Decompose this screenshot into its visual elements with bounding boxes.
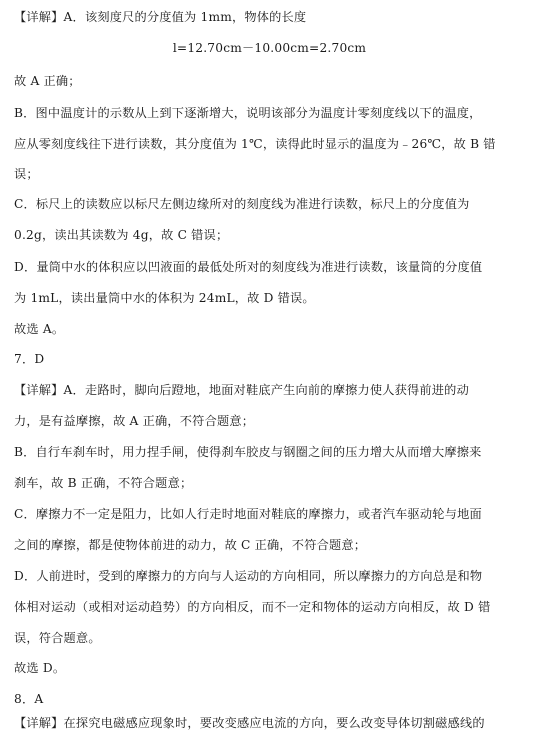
text-line-6: 误；: [14, 167, 39, 181]
question-number-8: 8．A: [14, 692, 44, 706]
text-line-3: 故 A 正确；: [14, 74, 81, 88]
text-line-20: 体相对运动（或相对运动趋势）的方向相反，而不一定和物体的运动方向相反，故 D 错: [14, 600, 491, 614]
text-line-13: 【详解】A．走路时，脚向后蹬地，地面对鞋底产生向前的摩擦力使人获得前进的动: [14, 383, 469, 397]
text-line-21: 误，符合题意。: [14, 631, 101, 645]
text-line-4: B．图中温度计的示数从上到下逐渐增大，说明该部分为温度计零刻度线以下的温度，: [14, 106, 482, 120]
formula-line: l=12.70cm－10.00cm=2.70cm: [172, 41, 367, 55]
text-line-19: D．人前进时，受到的摩擦力的方向与人运动的方向相同，所以摩擦力的方向总是和物: [14, 569, 483, 583]
question-number-7: 7．D: [14, 352, 45, 366]
text-line-24: 【详解】在探究电磁感应现象时，要改变感应电流的方向，要么改变导体切割磁感线的: [14, 716, 485, 730]
text-line-5: 应从零刻度线往下进行读数，其分度值为 1℃，读得此时显示的温度为﹣26℃，故 B 错: [14, 137, 496, 151]
text-line-18: 之间的摩擦，都是使物体前进的动力，故 C 正确，不符合题意；: [14, 538, 367, 552]
text-line-15: B．自行车刹车时，用力捏手闸，使得刹车胶皮与钢圈之间的压力增大从而增大摩擦来: [14, 445, 482, 459]
text-line-14: 力，是有益摩擦，故 A 正确，不符合题意；: [14, 414, 255, 428]
text-line-22: 故选 D。: [14, 661, 66, 675]
text-line-1: 【详解】A．该刻度尺的分度值为 1mm，物体的长度: [14, 10, 307, 24]
text-line-17: C．摩擦力不一定是阻力，比如人行走时地面对鞋底的摩擦力，或者汽车驱动轮与地面: [14, 507, 482, 521]
text-line-10: 为 1mL，读出量筒中水的体积为 24mL，故 D 错误。: [14, 291, 315, 305]
text-line-7: C．标尺上的读数应以标尺左侧边缘所对的刻度线为准进行读数，标尺上的分度值为: [14, 197, 470, 211]
text-line-16: 刹车，故 B 正确，不符合题意；: [14, 476, 193, 490]
text-line-11: 故选 A。: [14, 322, 65, 336]
text-line-9: D．量筒中水的体积应以凹液面的最低处所对的刻度线为准进行读数，该量筒的分度值: [14, 260, 483, 274]
text-line-8: 0.2g，读出其读数为 4g，故 C 错误；: [14, 228, 229, 242]
